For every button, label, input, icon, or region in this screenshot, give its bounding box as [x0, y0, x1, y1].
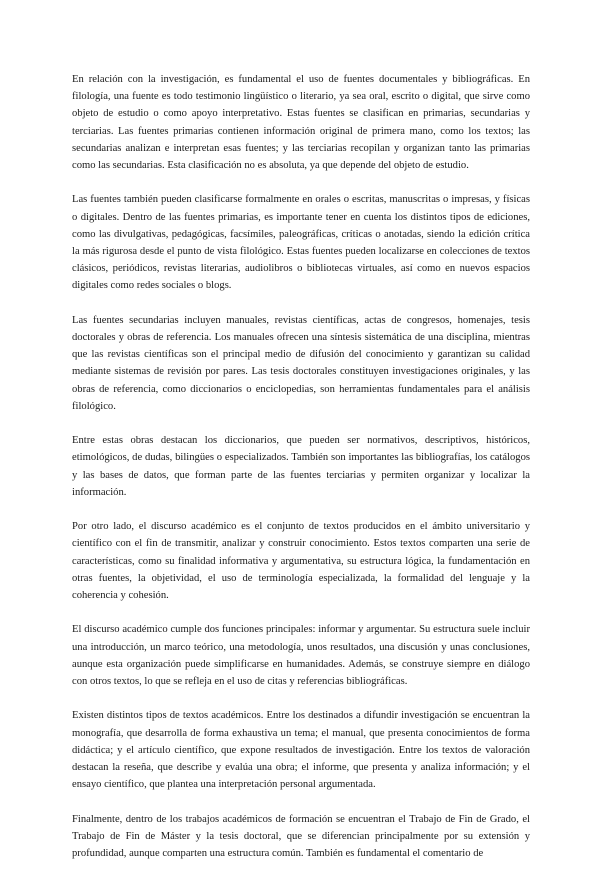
paragraph-tipos-textos: Existen distintos tipos de textos académicos. Entre los destinados a difundir investigación se encuentran la monografía, que desarrolla de forma exhaustiva un tema; el manual, que presenta conocimientos de forma didáctica; y el artículo científico, que expone resultados de investigación. Entre los textos de valoración destacan la reseña, que describe y evalúa una obra; el informe, que presenta y analiza información; y el ensayo científico, que plantea una interpretación personal argumentada.	[72, 710, 530, 791]
paragraph-diccionarios: Entre estas obras destacan los diccionarios, que pueden ser normativos, descriptivos, históricos, etimológicos, de dudas, bilingües o especializados. También son importantes las bibliografías, los catálogos y las bases de datos, que forman parte de las fuentes terciarias y permiten organizar y localizar la información.	[72, 435, 530, 498]
paragraph-fuentes-clasificacion: Las fuentes también pueden clasificarse formalmente en orales o escritas, manuscritas o impresas, y físicas o digitales. Dentro de las fuentes primarias, es importante tener en cuenta los distintos tipos de ediciones, como las divulgativas, pedagógicas, facsímiles, paleográficas, críticas o anotadas, siendo la edición crítica la más rigurosa desde el punto de vista filológico. Estas fuentes pueden localizarse en colecciones de textos clásicos, periódicos, revistas literarias, audiolibros o bibliotecas virtuales, así como en nuevos espacios digitales como redes sociales o blogs.	[72, 194, 530, 292]
paragraph-funciones: El discurso académico cumple dos funciones principales: informar y argumentar. Su estructura suele incluir una introducción, un marco teórico, una metodología, unos resultados, una discusión y unas conclusiones, aunque esta organización puede simplificarse en humanidades. Además, se construye siempre en diálogo con otros textos, lo que se refleja en el uso de citas y referencias bibliográficas.	[72, 624, 530, 688]
paragraph-fuentes-secundarias: Las fuentes secundarias incluyen manuales, revistas científicas, actas de congresos, homenajes, tesis doctorales y obras de referencia. Los manuales ofrecen una síntesis sistemática de una disciplina, mientras que las revistas científicas son el principal medio de difusión del conocimiento y garantizan su calidad mediante sistemas de revisión por pares. Las tesis doctorales constituyen investigaciones originales, y las obras de referencia, como diccionarios o enciclopedias, son herramientas fundamentales para el análisis filológico.	[72, 314, 530, 412]
paragraph-trabajos-formacion: Finalmente, dentro de los trabajos académicos de formación se encuentran el Trabajo de Fin de Grado, el Trabajo de Fin de Máster y la tesis doctoral, que se diferencian principalmente por su extensión y profundidad, aunque comparten una estructura común. También es fundamental el comentario de	[72, 813, 530, 860]
document-page	[72, 71, 530, 879]
paragraph-discurso-academico: Por otro lado, el discurso académico es el conjunto de textos producidos en el ámbito universitario y científico con el fin de transmitir, analizar y construir conocimiento. Estos textos comparten una serie de características, como su finalidad informativa y argumentativa, su estructura lógica, la fundamentación en otras fuentes, la objetividad, el uso de terminología especializada, la formalidad del lenguaje y la coherencia y cohesión.	[72, 521, 530, 602]
paragraph-fuentes-intro: En relación con la investigación, es fundamental el uso de fuentes documentales y bibliográficas. En filología, una fuente es todo testimonio lingüístico o literario, ya sea oral, escrito o digital, que sirve como objeto de estudio o como apoyo interpretativo. Estas fuentes se clasifican en primarias, secundarias y terciarias. Las fuentes primarias contienen información original de primera mano, como los textos; las secundarias analizan e interpretan esas fuentes; y las terciarias recopilan y organizan tanto las primarias como las secundarias. Esta clasificación no es absoluta, ya que depende del objeto de estudio.	[72, 74, 530, 172]
